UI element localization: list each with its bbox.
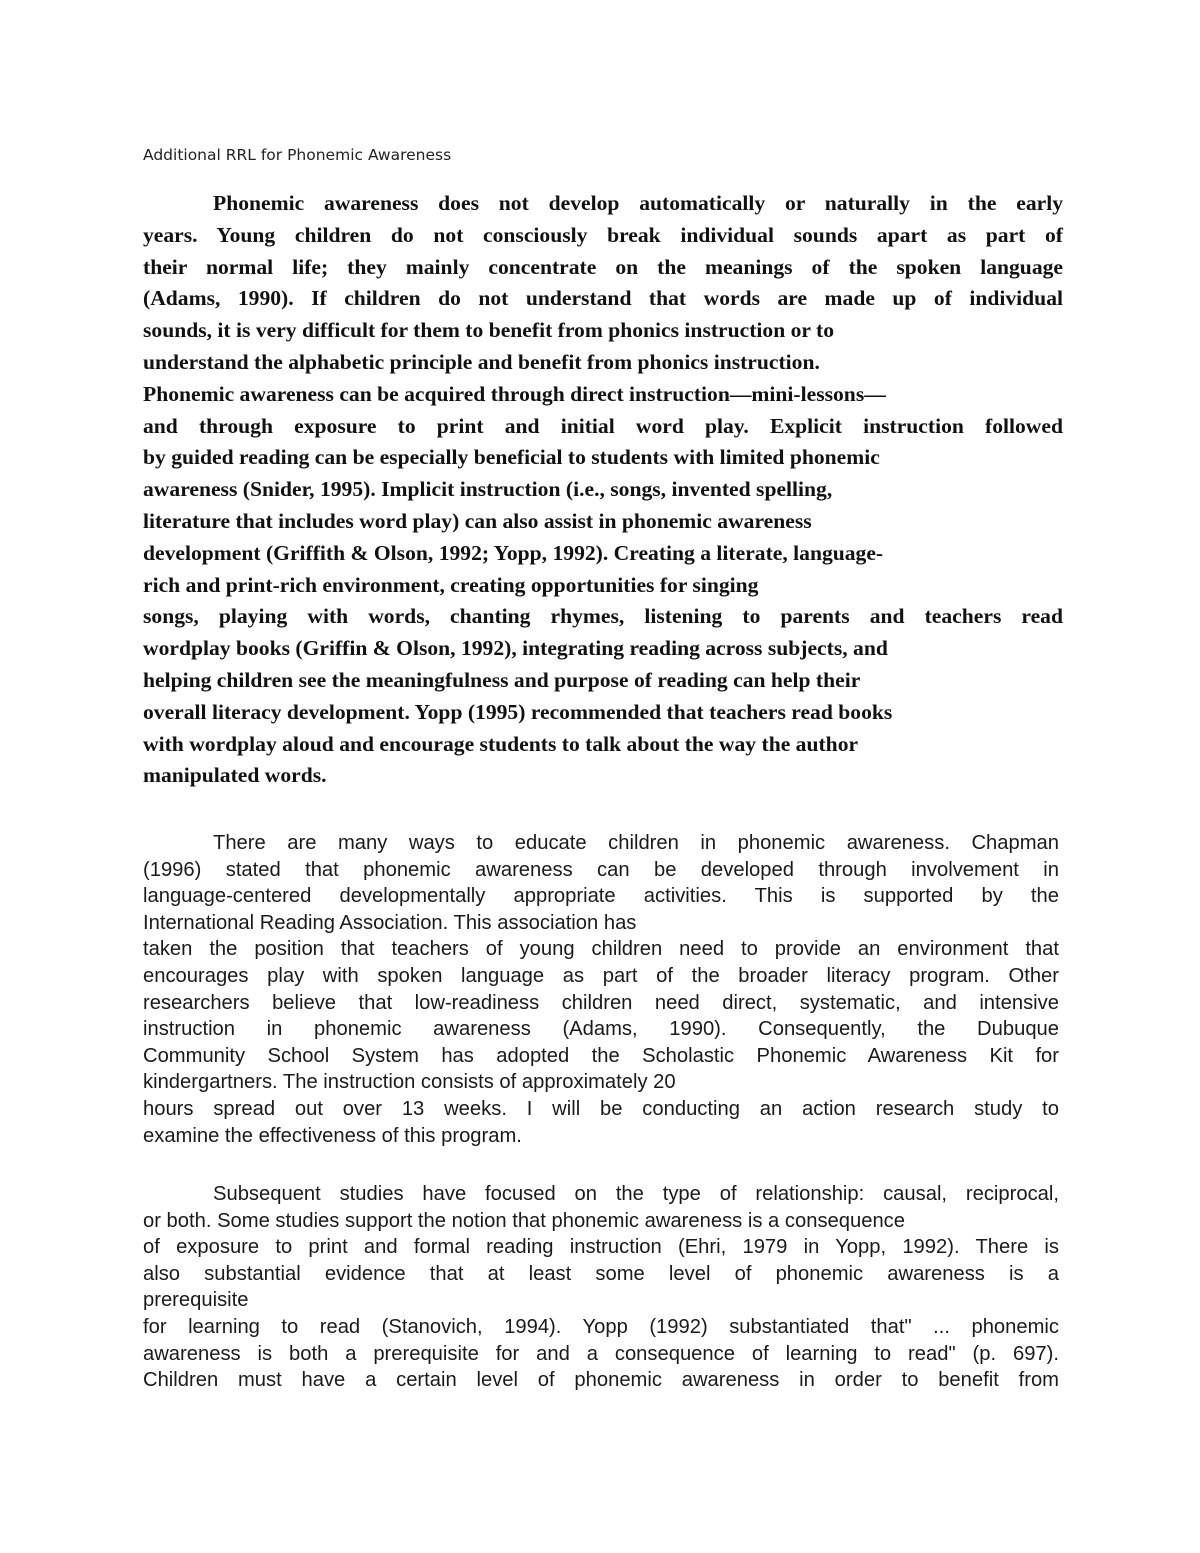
paragraph-line: language-centered developmentally appropriate activities. This is supported by the [143, 885, 1059, 908]
paragraph-line: encourages play with spoken language as part of the broader literacy program. Other [143, 964, 1059, 987]
paragraph-line: awareness is both a prerequisite for and a consequence of learning to read" (p. 697). [143, 1342, 1059, 1365]
paragraph-1 [143, 188, 1063, 792]
paragraph-line: Community School System has adopted the Scholastic Phonemic Awareness Kit for [143, 1044, 1059, 1067]
paragraph-line: (1996) stated that phonemic awareness can be developed through involvement in [143, 858, 1059, 881]
paragraph-2 [143, 830, 1059, 1149]
paragraph-line: There are many ways to educate children in phonemic awareness. Chapman [213, 832, 1059, 854]
paragraph-line: years. Young children do not consciously break individual sounds apart as part of [143, 222, 1063, 247]
paragraph-line: wordplay books (Griffin & Olson, 1992), integrating reading across subjects, and [143, 636, 888, 661]
paragraph-line: Children must have a certain level of phonemic awareness in order to benefit from [143, 1369, 1059, 1392]
paragraph-line: rich and print-rich environment, creating opportunities for singing [143, 572, 759, 597]
paragraph-line: taken the position that teachers of young children need to provide an environment that [143, 938, 1059, 961]
paragraph-line: by guided reading can be especially beneficial to students with limited phonemic [143, 445, 880, 470]
paragraph-line: songs, playing with words, chanting rhymes, listening to parents and teachers read [143, 604, 1063, 629]
paragraph-line: sounds, it is very difficult for them to benefit from phonics instruction or to [143, 318, 834, 343]
paragraph-line: overall literacy development. Yopp (1995) recommended that teachers read books [143, 699, 893, 724]
paragraph-line: Subsequent studies have focused on the type of relationship: causal, reciprocal, [213, 1183, 1059, 1205]
paragraph-line: hours spread out over 13 weeks. I will be conducting an action research study to [143, 1097, 1059, 1120]
paragraph-line: prerequisite [143, 1289, 249, 1312]
paragraph-line: literature that includes word play) can also assist in phonemic awareness [143, 508, 812, 533]
paragraph-line: awareness (Snider, 1995). Implicit instruction (i.e., songs, invented spelling, [143, 477, 833, 502]
paragraph-line: kindergartners. The instruction consists of approximately 20 [143, 1071, 676, 1094]
paragraph-line: for learning to read (Stanovich, 1994). Yopp (1992) substantiated that" ... phonemic [143, 1315, 1059, 1338]
paragraph-line: development (Griffith & Olson, 1992; Yopp, 1992). Creating a literate, language- [143, 540, 884, 565]
paragraph-line: understand the alphabetic principle and benefit from phonics instruction. [143, 349, 820, 374]
paragraph-line: their normal life; they mainly concentrate on the meanings of the spoken language [143, 254, 1063, 279]
paragraph-line: instruction in phonemic awareness (Adams, 1990). Consequently, the Dubuque [143, 1018, 1059, 1041]
paragraph-line: (Adams, 1990). If children do not understand that words are made up of individual [143, 286, 1063, 311]
paragraph-line: or both. Some studies support the notion that phonemic awareness is a consequence [143, 1209, 905, 1232]
paragraph-3 [143, 1181, 1059, 1394]
paragraph-line: manipulated words. [143, 763, 327, 788]
paragraph-line: helping children see the meaningfulness and purpose of reading can help their [143, 667, 861, 692]
paragraph-line: and through exposure to print and initial word play. Explicit instruction followed [143, 413, 1063, 438]
paragraph-line: examine the effectiveness of this program. [143, 1124, 522, 1147]
paragraph-line: Phonemic awareness can be acquired through direct instruction—mini-lessons— [143, 381, 886, 406]
document-heading: Additional RRL for Phonemic Awareness [143, 146, 452, 164]
paragraph-line: Phonemic awareness does not develop automatically or naturally in the early [213, 191, 1063, 215]
paragraph-line: of exposure to print and formal reading instruction (Ehri, 1979 in Yopp, 1992). There is [143, 1236, 1059, 1259]
paragraph-line: researchers believe that low-readiness children need direct, systematic, and intensive [143, 991, 1059, 1014]
paragraph-line: with wordplay aloud and encourage students to talk about the way the author [143, 731, 859, 756]
paragraph-line: International Reading Association. This association has [143, 911, 637, 934]
paragraph-line: also substantial evidence that at least some level of phonemic awareness is a [143, 1262, 1059, 1285]
